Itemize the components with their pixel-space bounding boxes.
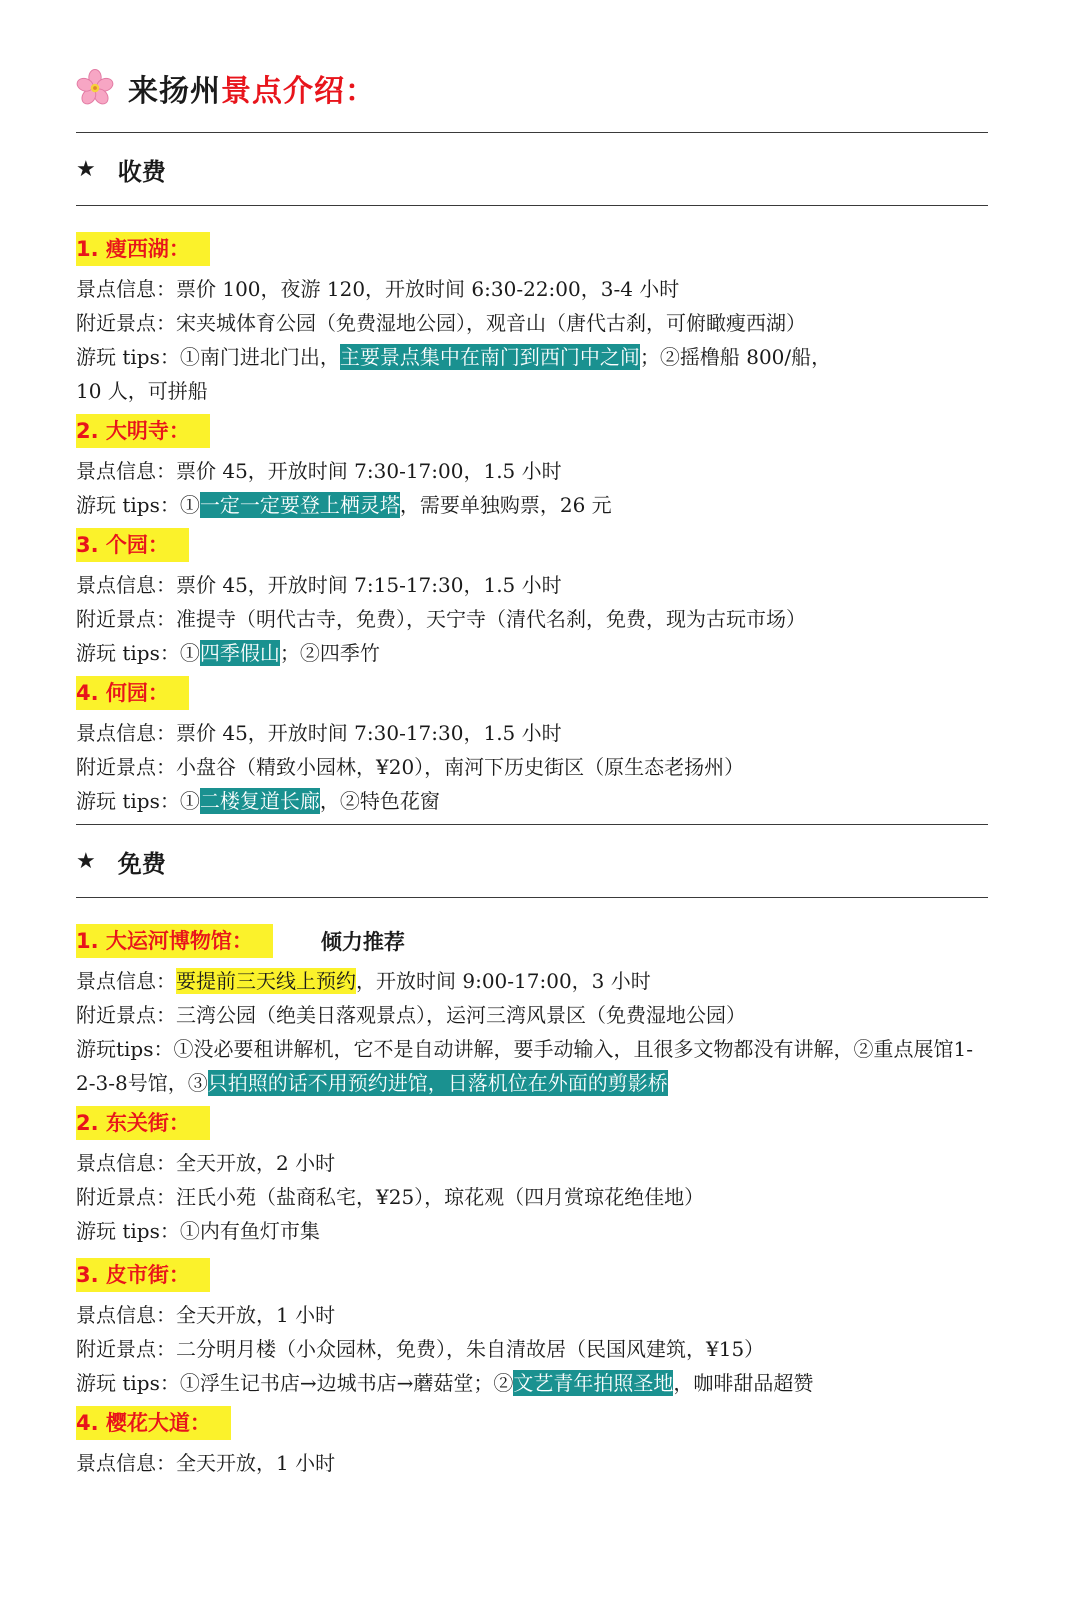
spot-nearby: 附近景点：准提寺（明代古寺，免费），天宁寺（清代名刹，免费，现为古玩市场） <box>76 607 806 631</box>
recommend-label: 倾力推荐 <box>320 930 405 954</box>
spot-tips: 游玩 tips：①二楼复道长廊，②特色花窗 <box>76 789 440 813</box>
teal-highlight: 主要景点集中在南门到西门中之间 <box>339 345 640 369</box>
spot-tips: 游玩 tips：①四季假山；②四季竹 <box>76 641 380 665</box>
star-icon: ★ <box>76 848 96 874</box>
spot-nearby: 附近景点：汪氏小苑（盐商私宅，¥25），琼花观（四月赏琼花绝佳地） <box>76 1185 705 1209</box>
spot-title-dongguanjie: 2. 东关街： <box>76 1106 1080 1140</box>
spot-info: 景点信息：票价 45，开放时间 7:30-17:00，1.5 小时 <box>76 459 562 483</box>
section-heading-paid <box>76 133 1080 205</box>
spot-title-canal-museum: 1. 大运河博物馆： 倾力推荐 <box>76 924 1080 958</box>
yellow-highlight: 要提前三天线上预约 <box>176 969 356 993</box>
teal-highlight: 二楼复道长廊 <box>199 789 320 813</box>
spot-nearby: 附近景点：二分明月楼（小众园林，免费），朱自清故居（民国风建筑，¥15） <box>76 1337 765 1361</box>
teal-highlight: 四季假山 <box>199 641 280 665</box>
spot-title-damingsi: 2. 大明寺： <box>76 414 1080 448</box>
divider <box>76 205 988 206</box>
spot-tips: 游玩tips：①没必要租讲解机，它不是自动讲解，要手动输入，且很多文物都没有讲解，②重点展馆1-2-3-8号馆，③只拍照的话不用预约进馆，日落机位在外面的剪影桥 <box>76 1037 973 1095</box>
teal-highlight: 一定一定要登上栖灵塔 <box>199 493 400 517</box>
spot-tips-cont: 10 人，可拼船 <box>76 379 208 403</box>
spot-info: 景点信息：票价 45，开放时间 7:30-17:30，1.5 小时 <box>76 721 562 745</box>
divider <box>76 897 988 898</box>
spot-title-shouxihu: 1. 瘦西湖： <box>76 232 1080 266</box>
spot-info: 景点信息：全天开放，1 小时 <box>76 1303 336 1327</box>
teal-highlight: 只拍照的话不用预约进馆，日落机位在外面的剪影桥 <box>207 1071 668 1095</box>
spot-title-pishijie: 3. 皮市街： <box>76 1258 1080 1292</box>
section-heading-label: 免费 <box>117 849 166 878</box>
spot-title-geyuan: 3. 个园： <box>76 528 1080 562</box>
title-black: 来扬州 <box>128 74 221 109</box>
section-heading-free <box>76 825 1080 897</box>
title-red: 景点介绍： <box>221 74 376 109</box>
spot-nearby: 附近景点：三湾公园（绝美日落观景点），运河三湾风景区（免费湿地公园） <box>76 1003 746 1027</box>
spot-title-cherry-avenue: 4. 樱花大道： <box>76 1406 1080 1440</box>
spot-tips: 游玩 tips：①浮生记书店→边城书店→蘑菇堂；②文艺青年拍照圣地，咖啡甜品超赞 <box>76 1371 814 1395</box>
spot-info: 景点信息：全天开放，1 小时 <box>76 1451 336 1475</box>
spot-title-heyuan: 4. 何园： <box>76 676 1080 710</box>
spot-nearby: 附近景点：宋夹城体育公园（免费湿地公园），观音山（唐代古刹，可俯瞰瘦西湖） <box>76 311 806 335</box>
spot-tips: 游玩 tips：①内有鱼灯市集 <box>76 1219 320 1243</box>
spot-info: 景点信息：要提前三天线上预约，开放时间 9:00-17:00，3 小时 <box>76 969 651 993</box>
spot-nearby: 附近景点：小盘谷（精致小园林，¥20），南河下历史街区（原生态老扬州） <box>76 755 745 779</box>
section-heading-label: 收费 <box>117 157 166 186</box>
spot-info: 景点信息：票价 100，夜游 120，开放时间 6:30-22:00，3-4 小时 <box>76 277 680 301</box>
cherry-blossom-icon <box>76 69 114 107</box>
spot-info: 景点信息：全天开放，2 小时 <box>76 1151 336 1175</box>
spot-info: 景点信息：票价 45，开放时间 7:15-17:30，1.5 小时 <box>76 573 562 597</box>
page-title <box>76 58 1080 118</box>
star-icon: ★ <box>76 156 96 182</box>
spot-tips: 游玩 tips：①南门进北门出，主要景点集中在南门到西门中之间；②摇橹船 800/船， <box>76 345 832 369</box>
teal-highlight: 文艺青年拍照圣地 <box>513 1371 674 1395</box>
spot-tips: 游玩 tips：①一定一定要登上栖灵塔，需要单独购票，26 元 <box>76 493 612 517</box>
